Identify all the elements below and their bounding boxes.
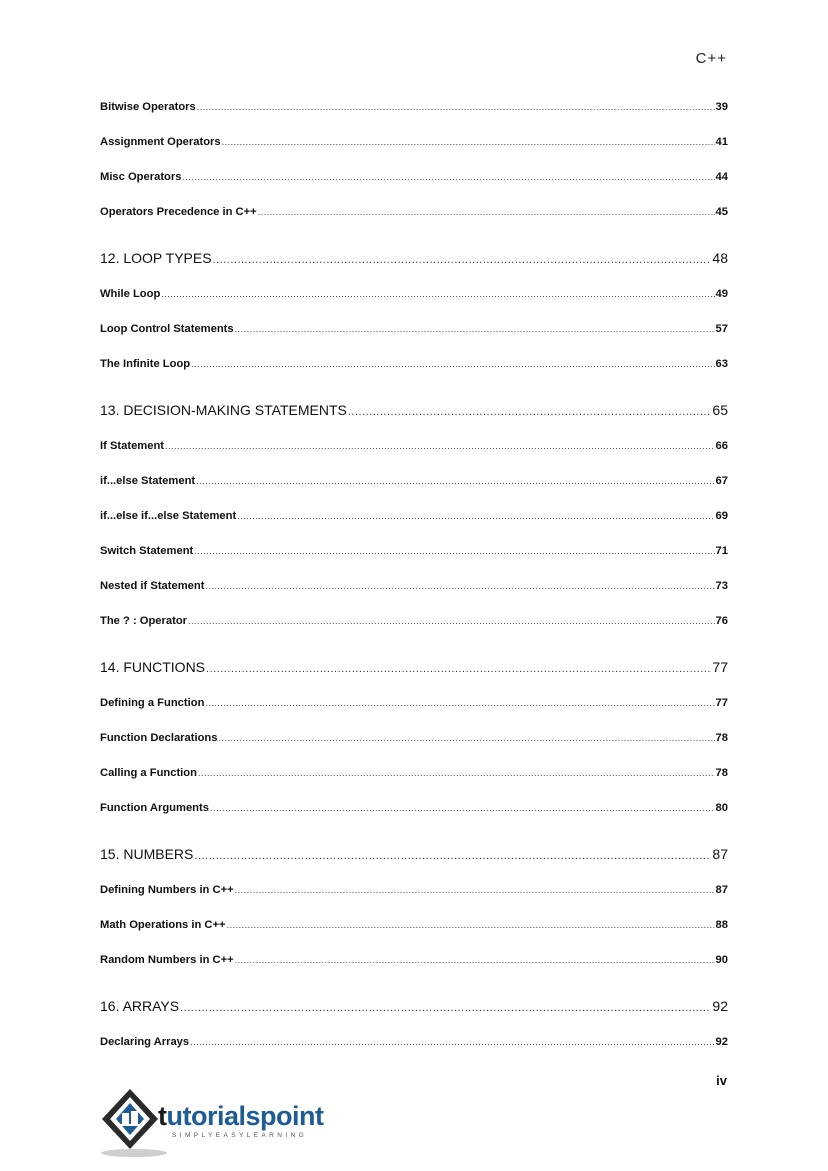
toc-page-number: 39 <box>715 101 728 113</box>
toc-page-number: 77 <box>715 697 728 709</box>
toc-leader-dots <box>180 1002 711 1014</box>
toc-label: Function Arguments <box>100 802 209 814</box>
toc-entry-row <box>100 101 728 113</box>
toc-entry-row <box>100 580 728 592</box>
toc-chapter-row <box>100 250 728 266</box>
toc-page-number: 41 <box>715 136 728 148</box>
toc-page-number: 65 <box>712 402 728 418</box>
toc-leader-dots <box>205 581 714 591</box>
toc-entry-row <box>100 884 728 896</box>
toc-entry-row <box>100 510 728 522</box>
toc-leader-dots <box>348 406 712 418</box>
toc-label: 13. DECISION-MAKING STATEMENTS <box>100 402 347 418</box>
toc-page-number: 87 <box>712 846 728 862</box>
toc-label: Random Numbers in C++ <box>100 954 234 966</box>
toc-page-number: 77 <box>712 659 728 675</box>
toc-label: Assignment Operators <box>100 136 221 148</box>
toc-label: 15. NUMBERS <box>100 846 194 862</box>
toc-label: 16. ARRAYS <box>100 998 180 1014</box>
toc-label: Defining Numbers in C++ <box>100 884 234 896</box>
toc-label: Operators Precedence in C++ <box>100 206 257 218</box>
toc-entry-row <box>100 615 728 627</box>
page-number: iv <box>716 1073 727 1088</box>
toc-page-number: 69 <box>715 510 728 522</box>
toc-page-number: 63 <box>715 358 728 370</box>
toc-page-number: 67 <box>715 475 728 487</box>
toc-entry-row <box>100 1036 728 1048</box>
toc-label: While Loop <box>100 288 161 300</box>
toc-leader-dots <box>194 850 711 862</box>
toc-label: The Infinite Loop <box>100 358 191 370</box>
toc-label: Function Declarations <box>100 732 218 744</box>
toc-chapter-row <box>100 846 728 862</box>
toc-page-number: 88 <box>715 919 728 931</box>
toc-label: Nested if Statement <box>100 580 205 592</box>
toc-entry-row <box>100 136 728 148</box>
toc-entry-row <box>100 697 728 709</box>
toc-page-number: 80 <box>715 802 728 814</box>
running-header-title: C++ <box>695 50 727 67</box>
toc-leader-dots <box>205 698 714 708</box>
toc-page-number: 66 <box>715 440 728 452</box>
toc-entry-row <box>100 288 728 300</box>
toc-leader-dots <box>235 324 715 334</box>
tutorialspoint-logo <box>100 1087 350 1159</box>
toc-entry-row <box>100 732 728 744</box>
toc-entry-row <box>100 475 728 487</box>
toc-label: if...else if...else Statement <box>100 510 237 522</box>
toc-leader-dots <box>222 137 715 147</box>
toc-page-number: 78 <box>715 767 728 779</box>
toc-page-number: 44 <box>715 171 728 183</box>
toc-label: Switch Statement <box>100 545 194 557</box>
toc-label: Defining a Function <box>100 697 205 709</box>
toc-leader-dots <box>227 920 715 930</box>
toc-leader-dots <box>194 546 714 556</box>
toc-page-number: 45 <box>715 206 728 218</box>
toc-chapter-row <box>100 998 728 1014</box>
toc-label: Loop Control Statements <box>100 323 234 335</box>
toc-entry-row <box>100 545 728 557</box>
toc-label: The ? : Operator <box>100 615 188 627</box>
toc-page-number: 49 <box>715 288 728 300</box>
toc-page-number: 73 <box>715 580 728 592</box>
toc-entry-row <box>100 919 728 931</box>
toc-label: if...else Statement <box>100 475 196 487</box>
toc-label: Declaring Arrays <box>100 1036 190 1048</box>
toc-leader-dots <box>191 359 714 369</box>
toc-page-number: 76 <box>715 615 728 627</box>
toc-page-number: 87 <box>715 884 728 896</box>
toc-leader-dots <box>213 254 712 266</box>
toc-page-number: 78 <box>715 732 728 744</box>
toc-page-number: 57 <box>715 323 728 335</box>
toc-entry-row <box>100 954 728 966</box>
toc-leader-dots <box>165 441 715 451</box>
toc-leader-dots <box>190 1037 714 1047</box>
toc-leader-dots <box>206 663 711 675</box>
toc-label: Calling a Function <box>100 767 197 779</box>
toc-label: 14. FUNCTIONS <box>100 659 206 675</box>
toc-leader-dots <box>197 102 715 112</box>
logo-tagline: SIMPLYEASYLEARNING <box>172 1132 308 1139</box>
toc-leader-dots <box>161 289 714 299</box>
toc-page-number: 92 <box>712 998 728 1014</box>
toc-chapter-row <box>100 659 728 675</box>
toc-leader-dots <box>235 955 715 965</box>
toc-chapter-row <box>100 402 728 418</box>
toc-leader-dots <box>196 476 714 486</box>
toc-entry-row <box>100 323 728 335</box>
toc-label: Bitwise Operators <box>100 101 196 113</box>
toc-leader-dots <box>182 172 714 182</box>
toc-label: If Statement <box>100 440 165 452</box>
toc-leader-dots <box>210 803 715 813</box>
toc-leader-dots <box>237 511 714 521</box>
toc-label: 12. LOOP TYPES <box>100 250 212 266</box>
toc-page-number: 90 <box>715 954 728 966</box>
toc-page-number: 92 <box>715 1036 728 1048</box>
toc-entry-row <box>100 171 728 183</box>
toc-page-number: 71 <box>715 545 728 557</box>
toc-page-number: 48 <box>712 250 728 266</box>
logo-wordmark: tutorialspoint <box>158 1101 324 1131</box>
toc-leader-dots <box>188 616 715 626</box>
toc-entry-row <box>100 358 728 370</box>
toc-label: Math Operations in C++ <box>100 919 226 931</box>
toc-entry-row <box>100 802 728 814</box>
toc-leader-dots <box>235 885 715 895</box>
toc-leader-dots <box>219 733 715 743</box>
toc-leader-dots <box>198 768 715 778</box>
toc-entry-row <box>100 206 728 218</box>
toc-leader-dots <box>258 207 715 217</box>
toc-entry-row <box>100 767 728 779</box>
toc-entry-row <box>100 440 728 452</box>
toc-label: Misc Operators <box>100 171 182 183</box>
